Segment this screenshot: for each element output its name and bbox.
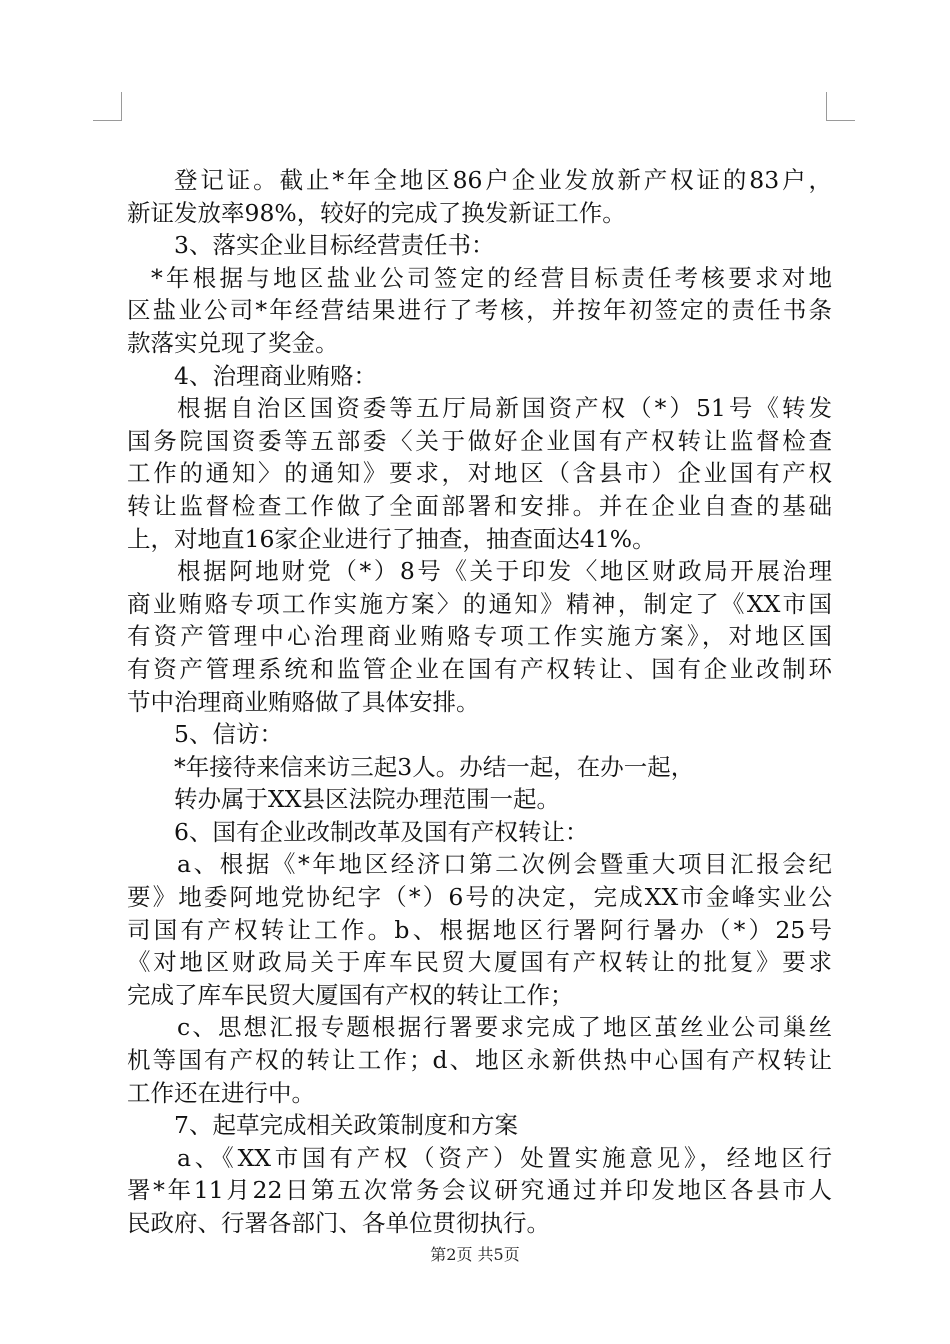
- document-body: [127, 164, 832, 1240]
- body-line: 民政府、行署各部门、各单位贯彻执行。: [127, 1209, 550, 1237]
- page-footer: 第2页 共5页: [430, 1245, 520, 1264]
- body-line: a、根据《*年地区经济口第二次例会暨重大项目汇报会纪: [177, 850, 832, 879]
- body-line: *年接待来信来访三起3人。办结一起，在办一起，: [174, 752, 695, 781]
- body-line: c、思想汇报专题根据行署要求完成了地区茧丝业公司巢丝: [177, 1013, 832, 1042]
- body-line: 工作还在进行中。: [127, 1078, 315, 1107]
- body-line: 上，对地直16家企业进行了抽查，抽查面达41%。: [127, 524, 656, 553]
- body-line: 登记证。截止*年全地区86户企业发放新产权证的83户，: [174, 166, 832, 194]
- body-line: 完成了库车民贸大厦国有产权的转让工作；: [127, 980, 574, 1009]
- section-heading: 4、治理商业贿赂：: [174, 361, 377, 390]
- body-line: 《对地区财政局关于库车民贸大厦国有产权转让的批复》要求: [127, 948, 832, 977]
- section-heading: 6、国有企业改制改革及国有产权转让：: [174, 817, 589, 846]
- body-line: 要》地委阿地党协纪字（*）6号的决定，完成XX市金峰实业公: [127, 883, 832, 912]
- body-line: a、《XX市国有产权（资产）处置实施意见》，经地区行: [177, 1143, 832, 1172]
- body-line: *年根据与地区盐业公司签定的经营目标责任考核要求对地: [151, 263, 832, 292]
- crop-mark-top-left: [93, 92, 122, 121]
- body-line: 根据阿地财党（*）8号《关于印发〈地区财政局开展治理: [177, 557, 832, 586]
- section-heading: 3、落实企业目标经营责任书：: [174, 231, 495, 260]
- body-line: 国务院国资委等五部委〈关于做好企业国有产权转让监督检查: [127, 426, 832, 455]
- body-line: 转办属于XX县区法院办理范围一起。: [174, 785, 560, 814]
- body-line: 机等国有产权的转让工作；d、地区永新供热中心国有产权转让: [127, 1046, 832, 1075]
- body-line: 根据自治区国资委等五厅局新国资产权（*）51号《转发: [177, 394, 832, 423]
- section-heading: 7、起草完成相关政策制度和方案: [174, 1111, 518, 1140]
- body-line: 款落实兑现了奖金。: [127, 328, 339, 357]
- body-line: 转让监督检查工作做了全面部署和安排。并在企业自查的基础: [127, 491, 832, 520]
- body-line: 司国有产权转让工作。b、根据地区行署阿行暑办（*）25号: [127, 915, 832, 944]
- body-line: 区盐业公司*年经营结果进行了考核，并按年初签定的责任书条: [127, 296, 832, 325]
- body-line: 新证发放率98%，较好的完成了换发新证工作。: [127, 198, 626, 227]
- body-line: 有资产管理系统和监管企业在国有产权转让、国有企业改制环: [127, 654, 832, 683]
- body-line: 商业贿赂专项工作实施方案〉的通知》精神，制定了《XX市国: [127, 589, 832, 618]
- crop-mark-top-right: [826, 92, 855, 121]
- section-heading: 5、信访：: [174, 720, 283, 749]
- body-line: 署*年11月22日第五次常务会议研究通过并印发地区各县市人: [127, 1176, 832, 1205]
- body-line: 节中治理商业贿赂做了具体安排。: [127, 687, 480, 716]
- body-line: 有资产管理中心治理商业贿赂专项工作实施方案》，对地区国: [127, 622, 832, 651]
- body-line: 工作的通知〉的通知》要求，对地区（含县市）企业国有产权: [127, 459, 832, 488]
